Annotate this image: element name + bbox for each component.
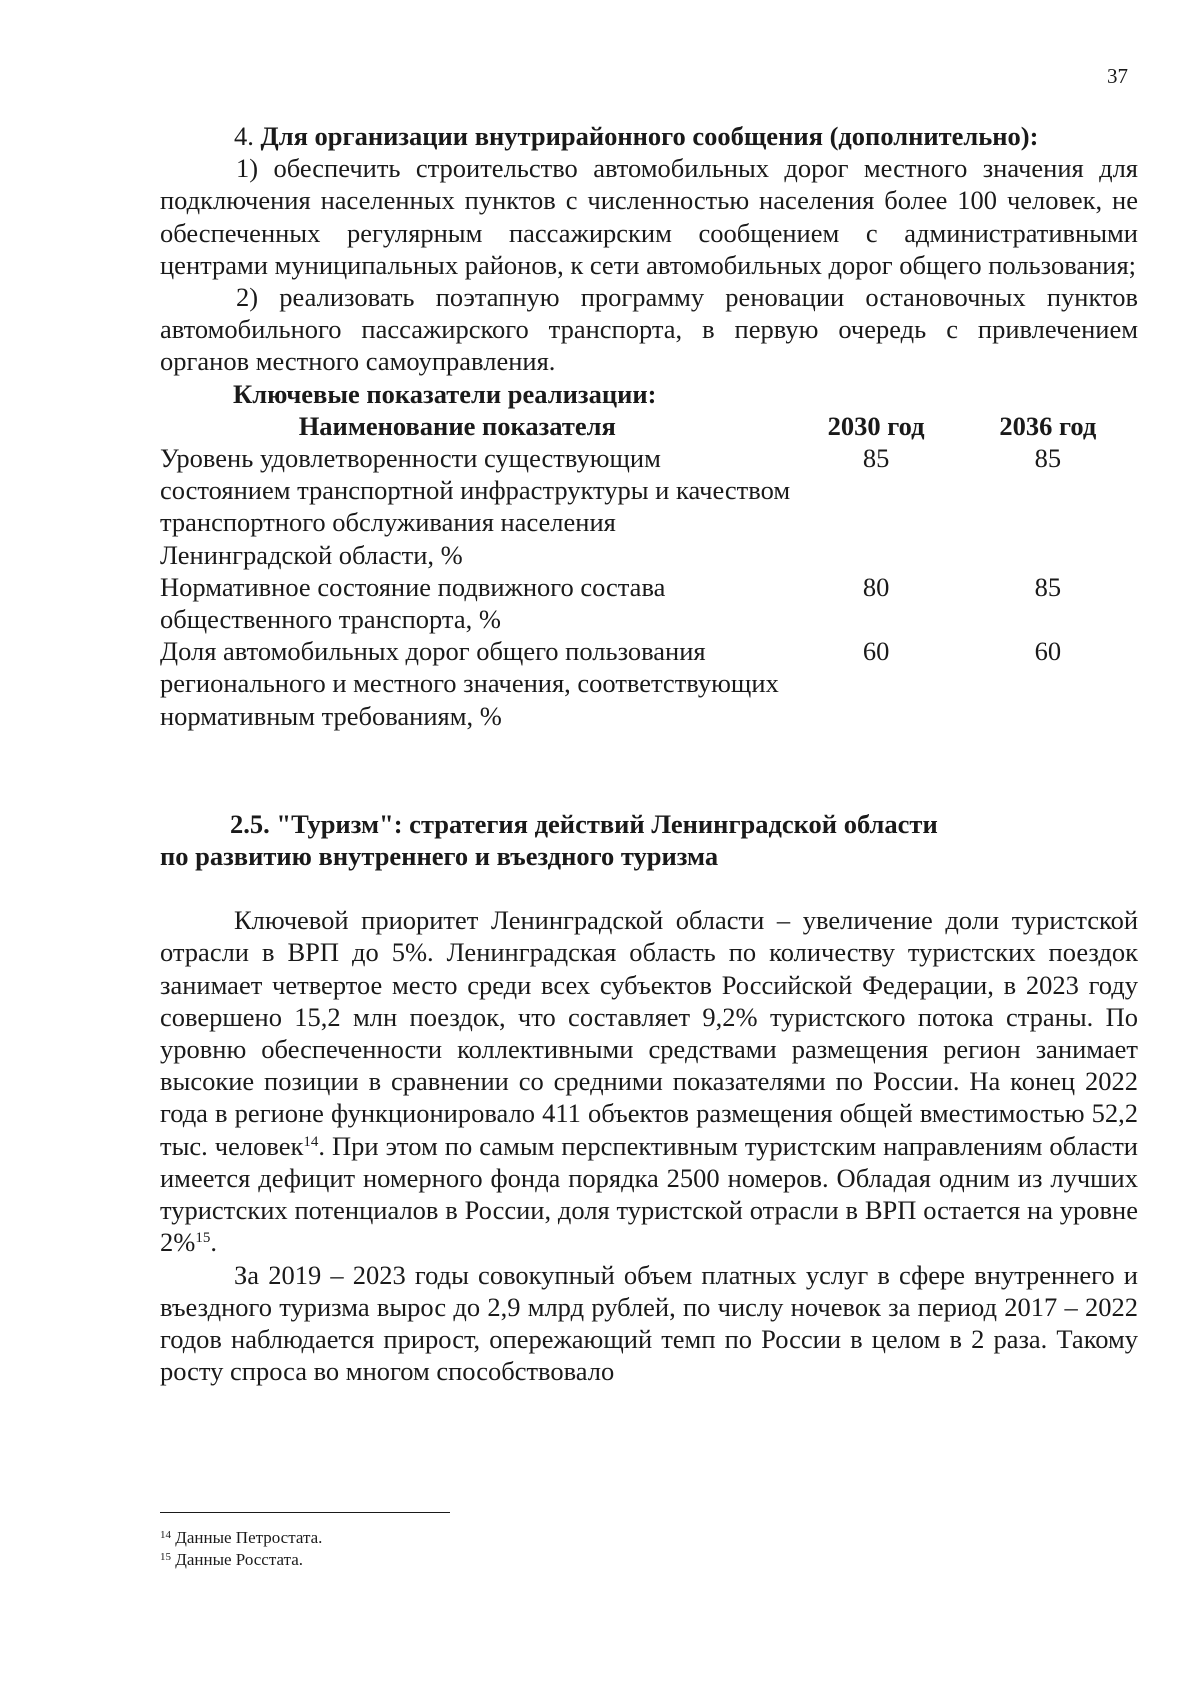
page-content [160, 120, 1138, 1387]
indicator-value-2030: 60 [862, 636, 890, 667]
footnote-text: Данные Петростата. [171, 1528, 323, 1547]
footnote-number: 14 [160, 1529, 171, 1541]
indicators-table [160, 410, 1138, 732]
indicator-value-2030: 80 [862, 571, 890, 602]
footnote-ref-15: 15 [195, 1230, 211, 1247]
body-text: Ключевой приоритет Ленинградской области – увеличение доли туристской отрасли в ВРП до 5%. Ленинградская область по количеству туристских поездок занимает четвертое место среди всех субъектов Российской Федерации, в 2023 году совершено 15,2 млн поездок, что составляет 9,2% туристского потока страны. По уровню обеспеченности коллективными средствами размещения регион занимает высокие позиции в сравнении со средними показателями по России. На конец 2022 года в регионе функционировало 411 объектов размещения общей вместимостью 52,2 тыс. человек [160, 905, 1138, 1161]
footnote-divider [160, 1512, 450, 1513]
table-row [160, 442, 1138, 571]
column-header-2030: 2030 год [827, 410, 925, 441]
footnote-ref-14: 14 [303, 1133, 319, 1150]
body-paragraph [160, 904, 1138, 1258]
indicator-value-2036: 85 [1034, 571, 1062, 602]
section-4-heading [160, 120, 1138, 152]
indicator-name: Нормативное состояние подвижного состава общественного транспорта, % [160, 571, 666, 635]
chapter-body [160, 904, 1138, 1387]
indicator-name: Доля автомобильных дорог общего пользования регионального и местного значения, соответствующих нормативным требованиям, % [160, 636, 779, 731]
footnote [160, 1527, 760, 1549]
indicator-value-2036: 60 [1034, 636, 1062, 667]
section-4-title: Для организации внутрирайонного сообщения (дополнительно): [260, 121, 1039, 151]
body-paragraph: За 2019 – 2023 годы совокупный объем платных услуг в сфере внутреннего и въездного туризма вырос до 2,9 млрд рублей, по числу ночевок за период 2017 – 2022 годов наблюдается прирост, опережающий темп по России в целом в 2 раза. Такому росту спроса во многом способствовало [160, 1259, 1138, 1387]
table-row [160, 571, 1138, 635]
footnotes [160, 1512, 760, 1571]
list-item: 1) обеспечить строительство автомобильных дорог местного значения для подключения населенных пунктов с численностью населения более 100 человек, не обеспеченных регулярным пассажирским сообщением с административными центрами муниципальных районов, к сети автомобильных дорог общего пользования; [160, 153, 1138, 280]
column-header-2036: 2036 год [999, 410, 1097, 441]
indicators-heading: Ключевые показатели реализации: [233, 378, 657, 409]
chapter-title-line-2: по развитию внутреннего и въездного туризма [160, 841, 719, 872]
chapter-title-line-1: 2.5. "Туризм": стратегия действий Ленинградской области [230, 808, 938, 839]
table-header-row [160, 410, 1138, 442]
body-text: . При этом по самым перспективным туристским направлениям области имеется дефицит номерного фонда порядка 2500 номеров. Обладая одним из лучших туристских потенциалов в России, доля туристской отрасли в ВРП остается на уровне 2% [160, 1130, 1138, 1258]
table-row [160, 635, 1138, 732]
indicator-value-2036: 85 [1034, 443, 1062, 474]
indicator-name: Уровень удовлетворенности существующим состоянием транспортной инфраструктуры и качеством транспортного обслуживания населения Ленинградской области, % [160, 443, 791, 570]
column-header-name: Наименование показателя [298, 410, 616, 441]
list-item: 2) реализовать поэтапную программу реновации остановочных пунктов автомобильного пассажирского транспорта, в первую очередь с привлечением органов местного самоуправления. [160, 282, 1138, 377]
footnote-text: Данные Росстата. [171, 1550, 304, 1569]
indicator-value-2030: 85 [862, 443, 890, 474]
footnote [160, 1549, 760, 1571]
footnote-number: 15 [160, 1551, 171, 1563]
section-4-number: 4. [234, 121, 254, 151]
page-number: 37 [1107, 64, 1128, 88]
chapter-title [160, 808, 1138, 872]
body-text: . [210, 1227, 217, 1258]
